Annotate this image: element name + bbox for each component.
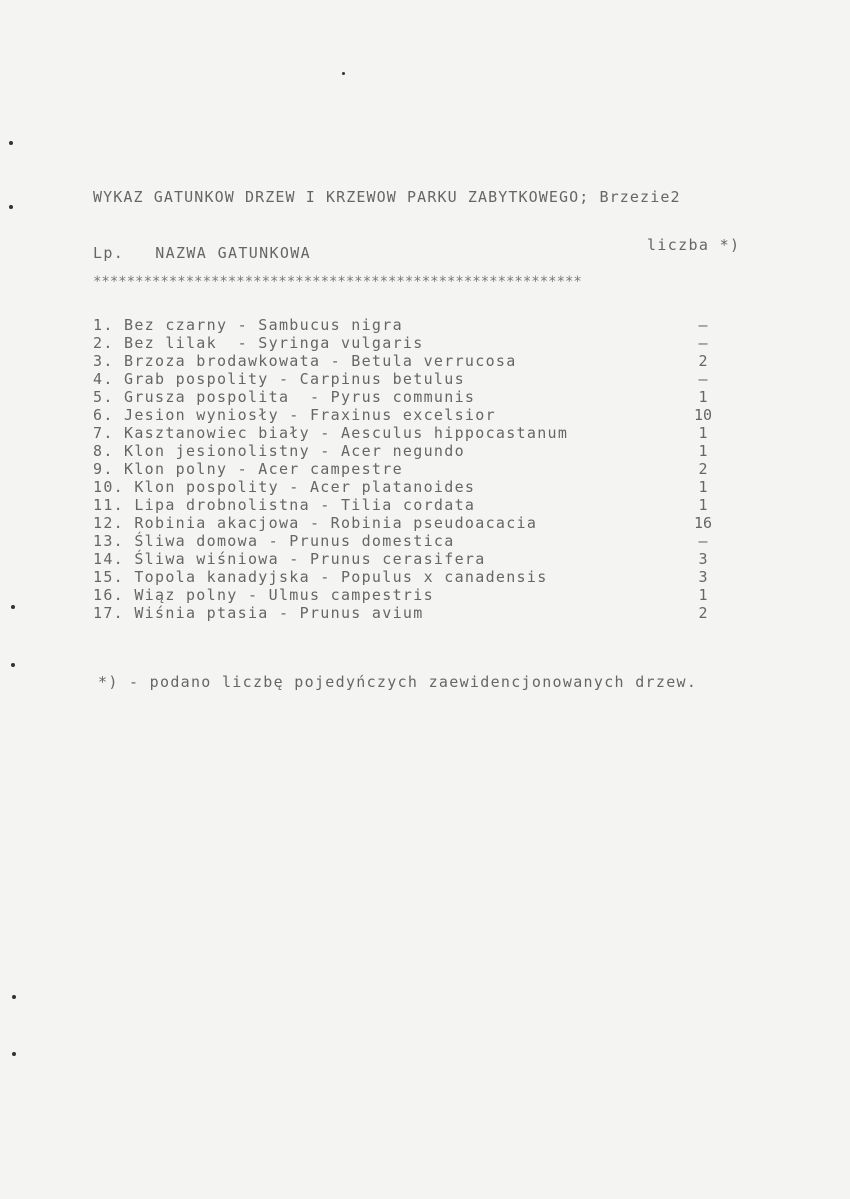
list-item — [93, 568, 708, 586]
list-item — [93, 316, 708, 334]
species-count: 1 — [698, 496, 708, 514]
species-count: – — [698, 316, 708, 334]
species-count: 1 — [698, 424, 708, 442]
header-lp-name: Lp. NAZWA GATUNKOWA — [93, 244, 311, 262]
list-item — [93, 406, 713, 424]
list-item — [93, 532, 708, 550]
species-count: 2 — [698, 604, 708, 622]
list-item — [93, 424, 708, 442]
punch-mark — [9, 205, 13, 209]
separator-line: ********************************************************** — [93, 274, 582, 290]
species-name: 13. Śliwa domowa - Prunus domestica — [93, 532, 455, 550]
species-count: 3 — [698, 550, 708, 568]
species-name: 6. Jesion wyniosły - Fraxinus excelsior — [93, 406, 496, 424]
punch-mark — [342, 72, 345, 75]
punch-mark — [12, 995, 16, 999]
species-count: 1 — [698, 442, 708, 460]
list-item — [93, 334, 708, 352]
species-name: 3. Brzoza brodawkowata - Betula verrucosa — [93, 352, 517, 370]
species-list — [93, 316, 713, 622]
list-item — [93, 388, 708, 406]
species-name: 11. Lipa drobnolistna - Tilia cordata — [93, 496, 476, 514]
punch-mark — [9, 141, 13, 145]
species-name: 7. Kasztanowiec biały - Aesculus hippocastanum — [93, 424, 569, 442]
species-name: 12. Robinia akacjowa - Robinia pseudoacacia — [93, 514, 538, 532]
species-name: 8. Klon jesionolistny - Acer negundo — [93, 442, 465, 460]
species-count: – — [698, 334, 708, 352]
punch-mark — [11, 605, 15, 609]
species-count: 3 — [698, 568, 708, 586]
header-count: liczba *) — [647, 236, 741, 254]
species-name: 14. Śliwa wiśniowa - Prunus cerasifera — [93, 550, 486, 568]
list-item — [93, 550, 708, 568]
list-item — [93, 514, 713, 532]
species-count: 16 — [693, 514, 713, 532]
punch-mark — [11, 663, 15, 667]
species-count: 1 — [698, 586, 708, 604]
species-count: – — [698, 532, 708, 550]
list-item — [93, 370, 708, 388]
species-name: 10. Klon pospolity - Acer platanoides — [93, 478, 476, 496]
species-count: – — [698, 370, 708, 388]
document-title: WYKAZ GATUNKOW DRZEW I KRZEWOW PARKU ZABYTKOWEGO; Brzezie2 — [93, 188, 681, 206]
species-count: 1 — [698, 478, 708, 496]
species-count: 10 — [693, 406, 713, 424]
list-item — [93, 478, 708, 496]
footnote: *) - podano liczbę pojedyńczych zaewidencjonowanych drzew. — [98, 673, 698, 691]
list-item — [93, 460, 708, 478]
species-count: 2 — [698, 460, 708, 478]
species-name: 1. Bez czarny - Sambucus nigra — [93, 316, 403, 334]
list-item — [93, 586, 708, 604]
species-count: 2 — [698, 352, 708, 370]
list-item — [93, 442, 708, 460]
species-name: 17. Wiśnia ptasia - Prunus avium — [93, 604, 424, 622]
list-item — [93, 604, 708, 622]
species-name: 4. Grab pospolity - Carpinus betulus — [93, 370, 465, 388]
punch-mark — [12, 1052, 16, 1056]
species-count: 1 — [698, 388, 708, 406]
species-name: 2. Bez lilak - Syringa vulgaris — [93, 334, 424, 352]
species-name: 15. Topola kanadyjska - Populus x canadensis — [93, 568, 548, 586]
species-name: 5. Grusza pospolita - Pyrus communis — [93, 388, 476, 406]
species-name: 9. Klon polny - Acer campestre — [93, 460, 403, 478]
list-item — [93, 496, 708, 514]
species-name: 16. Wiąz polny - Ulmus campestris — [93, 586, 434, 604]
list-item — [93, 352, 708, 370]
